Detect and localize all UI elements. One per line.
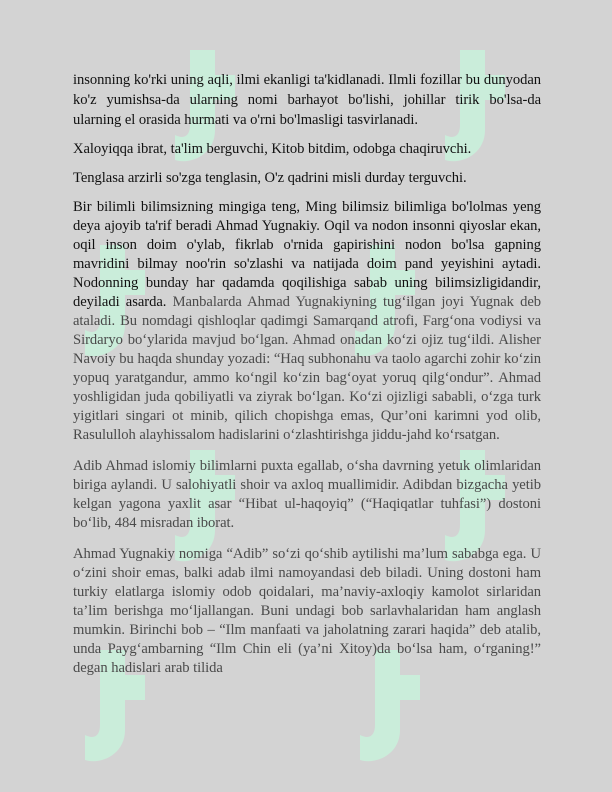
document-body	[73, 70, 541, 688]
verse-line-2: Tenglasa arzirli so'zga tenglasin, O'z qadrini misli durday terguvchi.	[73, 170, 467, 186]
paragraph-name-origin: Ahmad Yugnakiy nomiga “Adib” so‘zi qo‘shib aytilishi ma’lum sababga ega. U o‘zini shoir emas, balki adab ilmi namoyandasi deb biladi. Uning dostoni ham turkiy elatlarga islomiy odob qoidalari, ma’naviy-axloqiy kamolot sirlaridan ta’lim berishga mo‘ljallangan. Buni undagi bob sarlavhalaridan ham anglash mumkin. Birinchi bob – “Ilm manfaati va jaholatning zarari haqida” deb atalib, unda Payg‘ambarning “Ilm Chin eli (ya’ni Xitoy)da bo‘lsa ham, o‘rganing!” degan hadislari arab tilida	[73, 546, 541, 676]
paragraph-intro: insonning ko'rki uning aqli, ilmi ekanligi ta'kidlanadi. Ilmli fozillar bu dunyodan ko'z yumishsa-da ularning nomi barhayot bo'lishi, johillar tirik bo'lsa-da ularning el orasida hurmati va o'rni bo'lmasligi tasvirlanadi.	[73, 72, 541, 128]
paragraph-adib: Adib Ahmad islomiy bilimlarni puxta egallab, o‘sha davrning yetuk olimlaridan biriga aylandi. U salohiyatli shoir va axloq muallimidir. Adibdan bizgacha yetib kelgan yagona yaxlit asar “Hibat ul-haqoyiq” (“Haqiqatlar tuhfasi”) dostoni bo‘lib, 484 misradan iborat.	[73, 458, 541, 531]
paragraph-biography	[73, 198, 541, 445]
paragraph-biography-part2: Manbalarda Ahmad Yugnakiyning tug‘ilgan joyi Yugnak deb ataladi. Bu nomdagi qishloqlar qadimgi Samarqand atrofi, Farg‘ona vodiysi va Sirdaryo bo‘ylarida mavjud bo‘lgan. Ahmad onadan ko‘zi ojiz tug‘ildi. Alisher Navoiy bu haqda shunday yozadi: “Haq subhonahu va taolo agarchi zohir ko‘zin yopuq yaratgandur, ammo ko‘ngil ko‘zin bag‘oyat yoruq qilg‘ondur”. Ahmad yoshligidan juda qobiliyatli va ziyrak bo‘lgan. Ko‘zi ojizligi sababli, o‘zga turk yigitlari singari ot minib, qilich chopishga emas, Qur’oni karimni yod olib, Rasululloh alayhissalom hadislarini o‘zlashtirishga jiddu-jahd ko‘rsatgan.	[73, 294, 541, 443]
verse-line-1: Xaloyiqqa ibrat, ta'lim berguvchi, Kitob bitdim, odobga chaqiruvchi.	[73, 141, 472, 157]
paragraph-biography-part1: Bir bilimli bilimsizning mingiga teng, Ming bilimsiz bilimliga bo'lolmas yeng deya ajoyib ta'rif beradi Ahmad Yugnakiy. Oqil va nodon insonni qiyoslar ekan, oqil inson doim o'ylab, fikrlab o'rnida gapirishini nodon bo'lsa gapning mavridini bilmay noo'rin so'zlashi va natijada doim pand yeyishini aytadi. Nodonning bunday har qadamda qoqilishiga sabab uning bilimsizligidandir, deyiladi asarda.	[73, 199, 541, 310]
